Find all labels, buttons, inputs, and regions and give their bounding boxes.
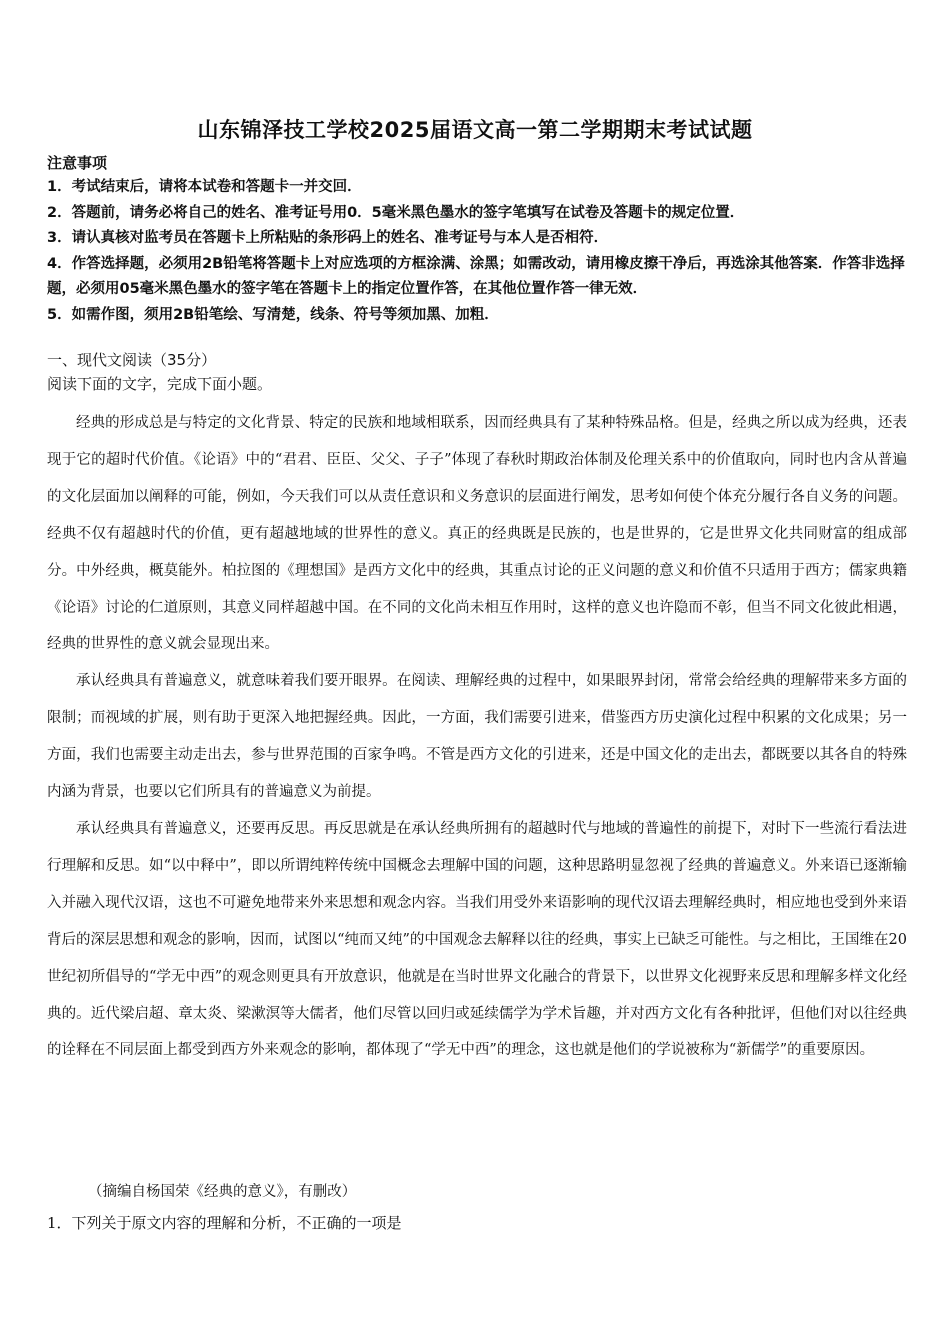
reading-instruction: 阅读下面的文字，完成下面小题。: [47, 375, 273, 393]
notice-item: 3．请认真核对监考员在答题卡上所粘贴的条形码上的姓名、准考证号与本人是否相符．: [47, 230, 609, 246]
passage-source: （摘编自杨国荣《经典的意义》，有删改）: [88, 1184, 357, 1200]
notice-heading: 注意事项: [47, 154, 108, 172]
notice-item: 2．答题前，请务必将自己的姓名、准考证号用0．5毫米黑色墨水的签字笔填写在试卷及答题卡的规定位置．: [47, 204, 745, 221]
exam-title: 山东锦泽技工学校2025届语文高一第二学期期末考试试题: [197, 118, 753, 142]
notice-item: 4．作答选择题，必须用2B铅笔将答题卡上对应选项的方框涂满、涂黑；如需改动，请用橡皮擦干净后，再选涂其他答案．作答非选择题，必须用05毫米黑色墨水的签字笔在答题卡上的指定位置作答，在其他位置作答一律无效．: [47, 255, 905, 297]
notice-item: 1．考试结束后，请将本试卷和答题卡一并交回．: [47, 179, 362, 195]
notice-item: 5．如需作图，须用2B铅笔绘、写清楚，线条、符号等须加黑、加粗．: [47, 306, 499, 323]
reading-passage: [47, 405, 907, 1069]
passage-paragraph: 承认经典具有普遍意义，就意味着我们要开眼界。在阅读、理解经典的过程中，如果眼界封闭，常常会给经典的理解带来多方面的限制；而视域的扩展，则有助于更深入地把握经典。因此，一方面，我们需要引进来，借鉴西方历史演化过程中积累的文化成果；另一方面，我们也需要主动走出去，参与世界范围的百家争鸣。不管是西方文化的引进来，还是中国文化的走出去，都既要以其各自的特殊内涵为背景，也要以它们所具有的普遍意义为前提。: [47, 673, 907, 801]
question-text: 1．下列关于原文内容的理解和分析，不正确的一项是: [47, 1214, 402, 1232]
section-heading: 一、现代文阅读（35分）: [47, 351, 217, 369]
notice-list: [47, 175, 907, 328]
passage-paragraph: 承认经典具有普遍意义，还要再反思。再反思就是在承认经典所拥有的超越时代与地域的普遍性的前提下，对时下一些流行看法进行理解和反思。如“以中释中”，即以所谓纯粹传统中国概念去理解中国的问题，这种思路明显忽视了经典的普遍意义。外来语已逐渐输入并融入现代汉语，这也不可避免地带来外来思想和观念内容。当我们用受外来语影响的现代汉语去理解经典时，相应地也受到外来语背后的深层思想和观念的影响，因而，试图以“纯而又纯”的中国观念去解释以往的经典，事实上已缺乏可能性。与之相比，王国维在20世纪初所倡导的“学无中西”的观念则更具有开放意识，他就是在当时世界文化融合的背景下，以世界文化视野来反思和理解多样文化经典的。近代梁启超、章太炎、梁漱溟等大儒者，他们尽管以回归或延续儒学为学术旨趣，并对西方文化有各种批评，但他们对以往经典的诠释在不同层面上都受到西方外来观念的影响，都体现了“学无中西”的理念，这也就是他们的学说被称为“新儒学”的重要原因。: [47, 820, 907, 1059]
passage-paragraph: 经典的形成总是与特定的文化背景、特定的民族和地域相联系，因而经典具有了某种特殊品格。但是，经典之所以成为经典，还表现于它的超时代价值。《论语》中的“君君、臣臣、父父、子子”体现了春秋时期政治体制及伦理关系中的价值取向，同时也内含从普遍的文化层面加以阐释的可能，例如，今天我们可以从责任意识和义务意识的层面进行阐发，思考如何使个体充分履行各自义务的问题。经典不仅有超越时代的价值，更有超越地域的世界性的意义。真正的经典既是民族的，也是世界的，它是世界文化共同财富的组成部分。中外经典，概莫能外。柏拉图的《理想国》是西方文化中的经典，其重点讨论的正义问题的意义和价值不只适用于西方；儒家典籍《论语》讨论的仁道原则，其意义同样超越中国。在不同的文化尚未相互作用时，这样的意义也许隐而不彰，但当不同文化彼此相遇，经典的世界性的意义就会显现出来。: [47, 415, 907, 653]
